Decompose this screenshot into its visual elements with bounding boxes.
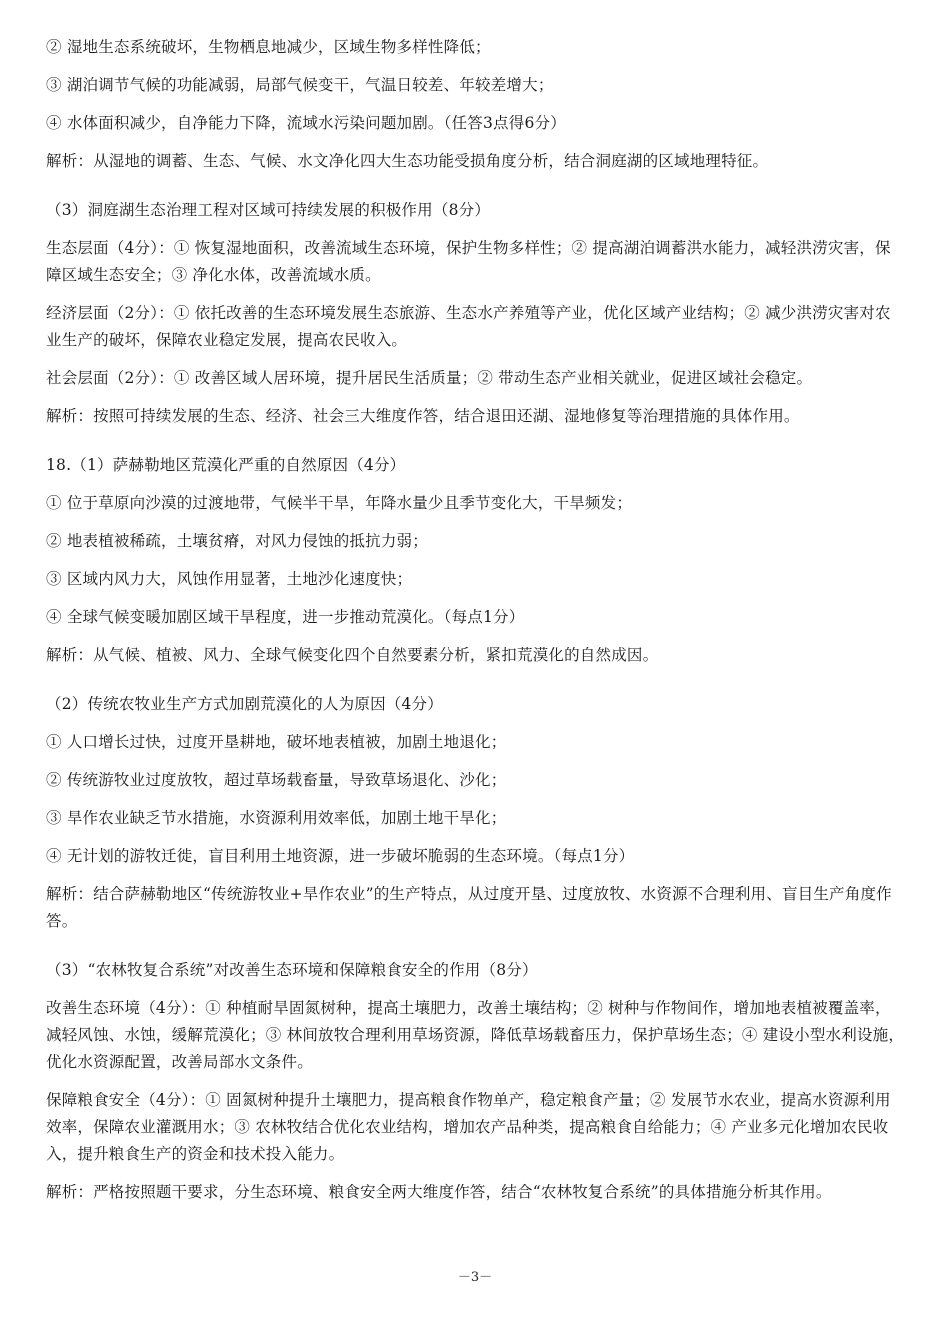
section-gap xyxy=(46,186,906,197)
answer-paragraph: ③ 区域内风力大，风蚀作用显著，土地沙化速度快； xyxy=(46,570,413,588)
document-page xyxy=(46,34,906,1217)
answer-paragraph: 保障粮食安全（4分）：① 固氮树种提升土壤肥力，提高粮食作物单产，稳定粮食产量；② 发展节水农业，提高水资源利用效率，保障农业灌溉用水；③ 农林牧结合优化农业结构，增加农产品种类，提高粮食自给能力；④ 产业多元化增加农民收入，提升粮食生产的资金和技术投入能力。 xyxy=(46,1091,891,1163)
answer-paragraph: （3）洞庭湖生态治理工程对区域可持续发展的积极作用（8分） xyxy=(46,201,491,219)
section-gap xyxy=(46,946,906,957)
answer-paragraph: ② 湿地生态系统破坏，生物栖息地减少，区域生物多样性降低； xyxy=(46,38,491,56)
answer-paragraph: ① 人口增长过快，过度开垦耕地，破坏地表植被，加剧土地退化； xyxy=(46,733,507,751)
answer-paragraph: 解析：按照可持续发展的生态、经济、社会三大维度作答，结合退田还湖、湿地修复等治理措施的具体作用。 xyxy=(46,407,800,425)
answer-paragraph: （2）传统农牧业生产方式加剧荒漠化的人为原因（4分） xyxy=(46,695,443,713)
answer-paragraph: 解析：严格按照题干要求，分生态环境、粮食安全两大维度作答，结合“农林牧复合系统”的具体措施分析其作用。 xyxy=(46,1183,832,1201)
answer-paragraph: 解析：从湿地的调蓄、生态、气候、水文净化四大生态功能受损角度分析，结合洞庭湖的区域地理特征。 xyxy=(46,152,769,170)
answer-paragraph: ④ 全球气候变暖加剧区域干旱程度，进一步推动荒漠化。（每点1分） xyxy=(46,608,525,626)
page-number: －3－ xyxy=(457,1270,493,1285)
answer-paragraph: ④ 水体面积减少，自净能力下降，流域水污染问题加剧。（任答3点得6分） xyxy=(46,114,566,132)
answer-paragraph: ① 位于草原向沙漠的过渡地带，气候半干旱，年降水量少且季节变化大，干旱频发； xyxy=(46,494,633,512)
answer-paragraph: 改善生态环境（4分）：① 种植耐旱固氮树种，提高土壤肥力，改善土壤结构；② 树种与作物间作，增加地表植被覆盖率，减轻风蚀、水蚀，缓解荒漠化；③ 林间放牧合理利用草场资源，降低草场载畜压力，保护草场生态；④ 建设小型水利设施，优化水资源配置，改善局部水文条件。 xyxy=(46,999,905,1071)
section-gap xyxy=(46,441,906,452)
answer-paragraph: ② 地表植被稀疏，土壤贫瘠，对风力侵蚀的抵抗力弱； xyxy=(46,532,428,550)
answer-paragraph: ④ 无计划的游牧迁徙，盲目利用土地资源，进一步破坏脆弱的生态环境。（每点1分） xyxy=(46,847,635,865)
answer-paragraph: 解析：结合萨赫勒地区“传统游牧业+旱作农业”的生产特点，从过度开垦、过度放牧、水资源不合理利用、盲目生产角度作答。 xyxy=(46,885,892,930)
answer-paragraph: ② 传统游牧业过度放牧，超过草场载畜量，导致草场退化、沙化； xyxy=(46,771,507,789)
answer-paragraph: 生态层面（4分）：① 恢复湿地面积，改善流域生态环境，保护生物多样性；② 提高湖泊调蓄洪水能力，减轻洪涝灾害，保障区域生态安全；③ 净化水体，改善流域水质。 xyxy=(46,239,891,284)
answer-paragraph: ③ 旱作农业缺乏节水措施，水资源利用效率低，加剧土地干旱化； xyxy=(46,809,507,827)
answer-paragraph: ③ 湖泊调节气候的功能减弱，局部气候变干，气温日较差、年较差增大； xyxy=(46,76,554,94)
answer-paragraph: 18.（1）萨赫勒地区荒漠化严重的自然原因（4分） xyxy=(46,456,406,474)
answer-paragraph: 经济层面（2分）：① 依托改善的生态环境发展生态旅游、生态水产养殖等产业，优化区域产业结构；② 减少洪涝灾害对农业生产的破坏，保障农业稳定发展，提高农民收入。 xyxy=(46,304,891,349)
answer-paragraph: （3）“农林牧复合系统”对改善生态环境和保障粮食安全的作用（8分） xyxy=(46,961,538,979)
section-gap xyxy=(46,680,906,691)
answer-paragraph: 解析：从气候、植被、风力、全球气候变化四个自然要素分析，紧扣荒漠化的自然成因。 xyxy=(46,646,659,664)
answer-paragraph: 社会层面（2分）：① 改善区域人居环境，提升居民生活质量；② 带动生态产业相关就业，促进区域社会稳定。 xyxy=(46,369,813,387)
